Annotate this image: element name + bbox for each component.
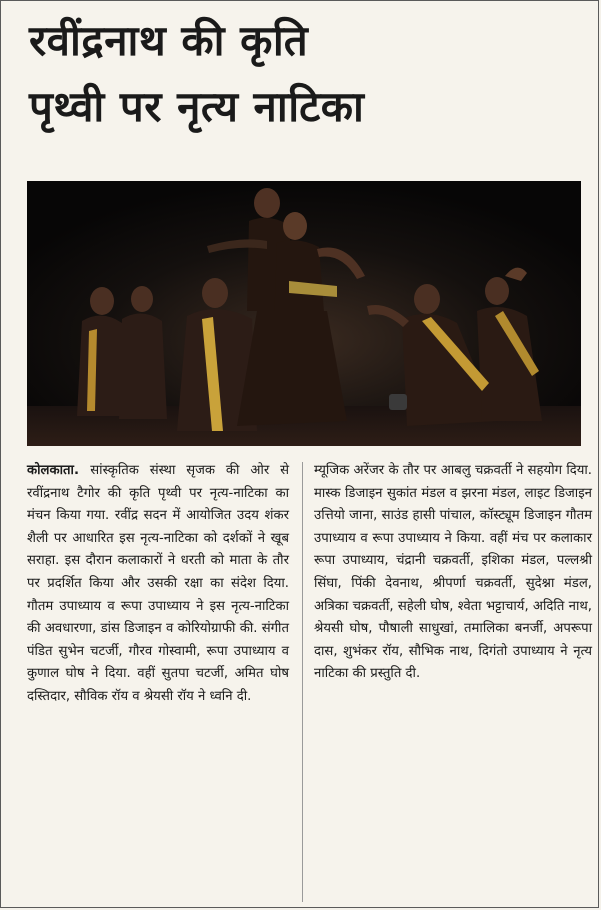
article-column-left — [27, 460, 289, 709]
article-text-left: सांस्कृतिक संस्था सृजक की ओर से रवींद्रनाथ टैगोर की कृति पृथ्वी पर नृत्य-नाटिका का मंचन किया गया. रवींद्र सदन में आयोजित उदय शंकर शैली पर आधारित इस नृत्य-नाटिका को दर्शकों ने खूब सराहा. इस दौरान कलाकारों ने धरती को माता के तौर पर प्रदर्शित किया और उसकी रक्षा का संदेश दिया. गौतम उपाध्याय व रूपा उपाध्याय ने इस नृत्य-नाटिका की अवधारणा, डांस डिजाइन व कोरियोग्राफी की. संगीत पंडित सुभेन चटर्जी, गौरव गोस्वामी, रूपा उपाध्याय व कुणाल घोष ने दिया. वहीं सुतपा चटर्जी, अमित घोष दस्तिदार, सौविक रॉय व श्रेयसी रॉय ने ध्वनि दी. — [27, 463, 289, 704]
photo-illustration — [27, 181, 581, 446]
dance-performance-photo — [27, 181, 581, 446]
dateline: कोलकाता. — [27, 463, 91, 478]
article-column-right — [314, 460, 592, 686]
headline-line-2: पृथ्वी पर नृत्य नाटिका — [29, 82, 365, 131]
headline — [29, 13, 589, 135]
article-text-right: म्यूजिक अरेंजर के तौर पर आबलु चक्रवर्ती ने सहयोग दिया. मास्क डिजाइन सुकांत मंडल व झरना मंडल, लाइट डिजाइन उत्तियो जाना, साउंड हासी पांचाल, कॉस्ट्यूम डिजाइन गौतम उपाध्याय व रूपा उपाध्याय ने किया. वहीं मंच पर कलाकार रूपा उपाध्याय, चंद्रानी चक्रवर्ती, इशिका मंडल, पल्लश्री सिंघा, पिंकी देवनाथ, श्रीपर्णा चक्रवर्ती, सुदेश्ना मंडल, अत्रिका चक्रवर्ती, सहेली घोष, श्वेता भट्टाचार्य, अदिति नाथ, श्रेयसी घोष, पौषाली साधुखां, तमालिका बनर्जी, अपरूपा दास, शुभंकर रॉय, सौभिक नाथ, दिगंतो उपाध्याय ने नृत्य नाटिका की प्रस्तुति दी. — [314, 463, 592, 682]
headline-line-1: रवींद्रनाथ की कृति — [29, 16, 309, 65]
column-divider — [302, 462, 303, 902]
